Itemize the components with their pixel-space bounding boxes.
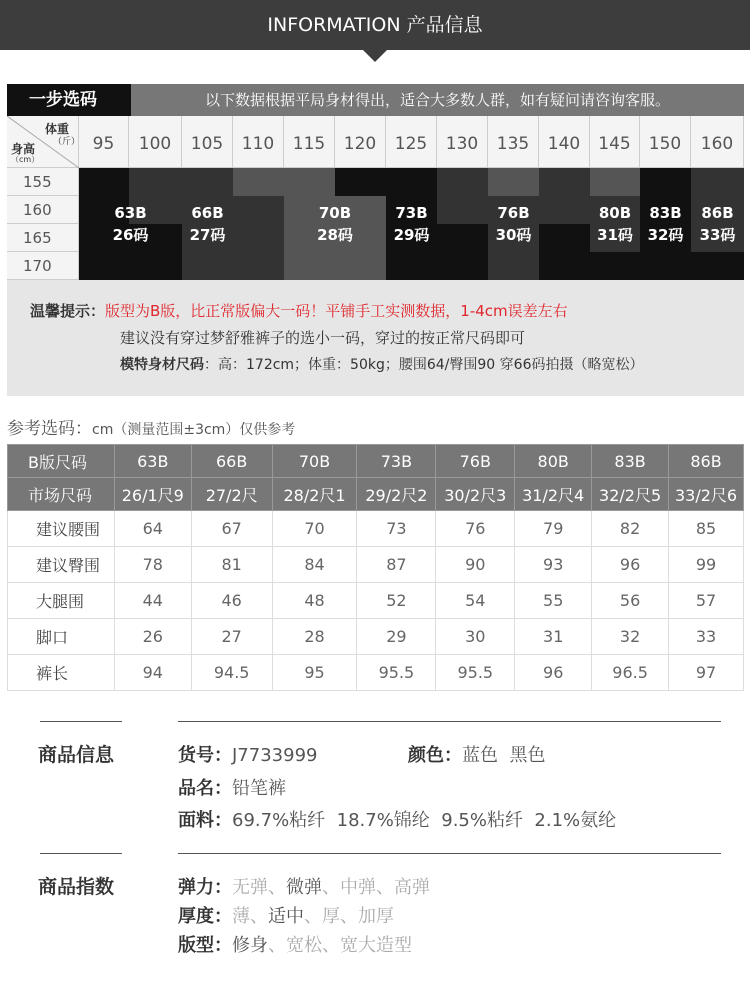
grid-header [7, 84, 744, 116]
weight-cell: 130 [437, 116, 488, 168]
grid-header-note: 以下数据根据平局身材得出，适合大多数人群，如有疑问请咨询客服。 [131, 84, 744, 116]
reference-subtitle: cm（测量范围±3cm）仅供参考 [92, 422, 296, 438]
divider-left-2 [40, 853, 122, 854]
information-banner: INFORMATION 产品信息 [0, 0, 750, 50]
banner-arrow [363, 50, 387, 62]
weight-cell: 100 [129, 116, 182, 168]
tip-model [120, 354, 643, 374]
table-cell: 90 [436, 547, 515, 583]
height-label: 身高 [11, 142, 36, 156]
height-cell: 160 [7, 196, 79, 224]
index-option: 适中 [268, 906, 304, 927]
reference-title-text: 参考选码： [7, 419, 92, 439]
sku-line [178, 741, 317, 767]
reference-title [7, 414, 295, 439]
size-cn: 32码 [647, 226, 684, 244]
table-cell: 32/2尺5 [592, 478, 669, 511]
table-row [8, 619, 744, 655]
tip-line-2: 建议没有穿过梦舒雅裤子的选小一码，穿过的按正常尺码即可 [120, 329, 526, 347]
weight-unit: （斤） [53, 137, 81, 147]
index-option: 宽松 [286, 935, 322, 956]
size-block [590, 168, 640, 196]
size-block [335, 168, 386, 196]
divider-right-2 [178, 853, 721, 854]
table-cell: 76B [436, 445, 515, 478]
color-line [408, 741, 545, 767]
table-cell: 56 [592, 583, 669, 619]
weight-cell: 150 [640, 116, 691, 168]
height-unit: （cm） [11, 155, 40, 164]
size-block [233, 168, 284, 196]
table-cell: 28/2尺1 [272, 478, 357, 511]
elastic-values: 无弹、微弹、中弹、高弹 [232, 877, 430, 898]
table-cell: 26/1尺9 [114, 478, 191, 511]
table-cell: 80B [515, 445, 592, 478]
table-cell: 96 [592, 547, 669, 583]
size-code: 70B [318, 204, 352, 222]
size-cn: 29码 [393, 226, 430, 244]
fit-line [178, 931, 412, 957]
size-block [488, 168, 539, 196]
thick-line [178, 902, 394, 928]
size-block [437, 224, 488, 280]
weight-cell: 160 [691, 116, 744, 168]
table-row [8, 547, 744, 583]
size-cn: 28码 [317, 226, 353, 244]
table-cell: 33 [669, 619, 744, 655]
table-cell: 32 [592, 619, 669, 655]
size-block [539, 224, 590, 280]
table-cell: 67 [191, 511, 272, 547]
tip-label: 温馨提示： [30, 302, 106, 320]
table-cell: 70B [272, 445, 357, 478]
table-cell: 30 [436, 619, 515, 655]
sku-label: 货号： [178, 745, 232, 766]
grid-corner [7, 116, 79, 168]
size-code: 83B [649, 204, 682, 222]
weight-cell: 135 [488, 116, 539, 168]
table-cell: 85 [669, 511, 744, 547]
table-cell: 31/2尺4 [515, 478, 592, 511]
height-cell: 155 [7, 168, 79, 196]
weight-cell: 115 [284, 116, 335, 168]
table-cell: 55 [515, 583, 592, 619]
size-label-73b [386, 202, 437, 246]
size-code: 76B [497, 204, 530, 222]
table-cell: 76 [436, 511, 515, 547]
color-value: 蓝色 黑色 [462, 745, 546, 766]
table-cell: 28 [272, 619, 357, 655]
table-cell: 31 [515, 619, 592, 655]
table-cell: 95.5 [357, 655, 436, 691]
index-option: 微弹 [286, 877, 322, 898]
table-cell: 99 [669, 547, 744, 583]
size-code: 80B [598, 204, 632, 222]
table-row [8, 583, 744, 619]
fit-label: 版型： [178, 935, 232, 956]
table-cell: 94 [114, 655, 191, 691]
size-cn: 33码 [699, 226, 736, 244]
table-cell: 79 [515, 511, 592, 547]
table-cell: 84 [272, 547, 357, 583]
thick-values: 薄、适中、厚、加厚 [232, 906, 394, 927]
thick-label: 厚度： [178, 906, 232, 927]
size-cn: 26码 [112, 226, 149, 244]
table-cell: 48 [272, 583, 357, 619]
weight-row [7, 116, 744, 168]
index-option: 无弹 [232, 877, 268, 898]
table-cell: 66B [191, 445, 272, 478]
model-label: 模特身材尺码 [120, 357, 204, 373]
weight-cell: 145 [590, 116, 640, 168]
fit-values: 修身、宽松、宽大造型 [232, 935, 412, 956]
size-label-76b [488, 202, 539, 246]
row-header: 建议腰围 [8, 511, 115, 547]
table-cell: 87 [357, 547, 436, 583]
size-block [233, 196, 284, 280]
tip-line-1 [30, 300, 568, 321]
weight-cell: 105 [182, 116, 233, 168]
table-cell: 26 [114, 619, 191, 655]
reference-table [7, 444, 744, 691]
weight-cell: 140 [539, 116, 590, 168]
table-cell: 82 [592, 511, 669, 547]
index-option: 宽大造型 [340, 935, 412, 956]
index-option: 加厚 [358, 906, 394, 927]
weight-cell: 125 [386, 116, 437, 168]
size-cn: 30码 [495, 226, 532, 244]
size-label-83b [640, 202, 691, 246]
product-info-label: 商品信息 [38, 744, 115, 766]
size-code: 86B [701, 204, 734, 222]
fabric-value: 69.7%粘纤 18.7%锦纶 9.5%粘纤 2.1%氨纶 [232, 810, 617, 831]
index-option: 高弹 [394, 877, 430, 898]
size-label-66b [182, 202, 233, 246]
table-cell: 44 [114, 583, 191, 619]
elastic-label: 弹力： [178, 877, 232, 898]
tip-warning: 版型为B版，比正常版偏大一码！平铺手工实测数据，1-4cm误差左右 [105, 302, 568, 320]
row-header: 市场尺码 [8, 478, 115, 511]
table-cell: 64 [114, 511, 191, 547]
table-cell: 27 [191, 619, 272, 655]
table-cell: 52 [357, 583, 436, 619]
table-cell: 96 [515, 655, 592, 691]
fabric-label: 面料： [178, 810, 232, 831]
size-label-70b [284, 202, 386, 246]
table-cell: 73B [357, 445, 436, 478]
table-cell: 46 [191, 583, 272, 619]
index-option: 修身 [232, 935, 268, 956]
table-cell: 70 [272, 511, 357, 547]
table-row [8, 478, 744, 511]
row-header: B版尺码 [8, 445, 115, 478]
table-cell: 95 [272, 655, 357, 691]
weight-cell: 120 [335, 116, 386, 168]
fabric-line [178, 806, 616, 832]
product-index-label: 商品指数 [38, 876, 115, 898]
row-header: 建议臀围 [8, 547, 115, 583]
table-row [8, 445, 744, 478]
table-cell: 97 [669, 655, 744, 691]
table-cell: 83B [592, 445, 669, 478]
divider-right-1 [178, 721, 721, 722]
index-option: 厚 [322, 906, 340, 927]
table-cell: 54 [436, 583, 515, 619]
weight-cell: 110 [233, 116, 284, 168]
table-cell: 95.5 [436, 655, 515, 691]
table-cell: 73 [357, 511, 436, 547]
table-cell: 57 [669, 583, 744, 619]
table-cell: 27/2尺 [191, 478, 272, 511]
name-line [178, 774, 286, 800]
table-cell: 63B [114, 445, 191, 478]
table-cell: 94.5 [191, 655, 272, 691]
grid-header-title: 一步选码 [7, 84, 131, 116]
size-label-63b [79, 202, 182, 246]
size-label-80b [590, 202, 640, 246]
table-cell: 81 [191, 547, 272, 583]
index-option: 中弹 [340, 877, 376, 898]
table-row [8, 655, 744, 691]
index-option: 薄 [232, 906, 250, 927]
size-block [590, 252, 640, 280]
name-value: 铅笔裤 [232, 778, 286, 799]
table-cell: 96.5 [592, 655, 669, 691]
table-cell: 29 [357, 619, 436, 655]
table-cell: 78 [114, 547, 191, 583]
height-cell: 165 [7, 224, 79, 252]
size-code: 73B [395, 204, 428, 222]
size-cn: 27码 [189, 226, 226, 244]
size-block [691, 252, 744, 280]
size-code: 63B [114, 204, 147, 222]
size-label-86b [691, 202, 744, 246]
row-header: 裤长 [8, 655, 115, 691]
row-header: 脚口 [8, 619, 115, 655]
table-row [8, 511, 744, 547]
sku-value: J7733999 [232, 745, 318, 766]
elastic-line [178, 873, 430, 899]
weight-cell: 95 [79, 116, 129, 168]
size-code: 66B [191, 204, 224, 222]
divider-left-1 [40, 721, 122, 722]
weight-label: 体重 [45, 122, 70, 136]
name-label: 品名： [178, 778, 232, 799]
table-cell: 30/2尺3 [436, 478, 515, 511]
color-label: 颜色： [408, 745, 462, 766]
table-cell: 33/2尺6 [669, 478, 744, 511]
size-cn: 31码 [597, 226, 633, 244]
model-text: ：高：172cm；体重：50kg；腰围64/臀围90 穿66码拍摄（略宽松） [204, 357, 644, 373]
height-cell: 170 [7, 252, 79, 280]
row-header: 大腿围 [8, 583, 115, 619]
table-cell: 93 [515, 547, 592, 583]
table-cell: 29/2尺2 [357, 478, 436, 511]
table-cell: 86B [669, 445, 744, 478]
